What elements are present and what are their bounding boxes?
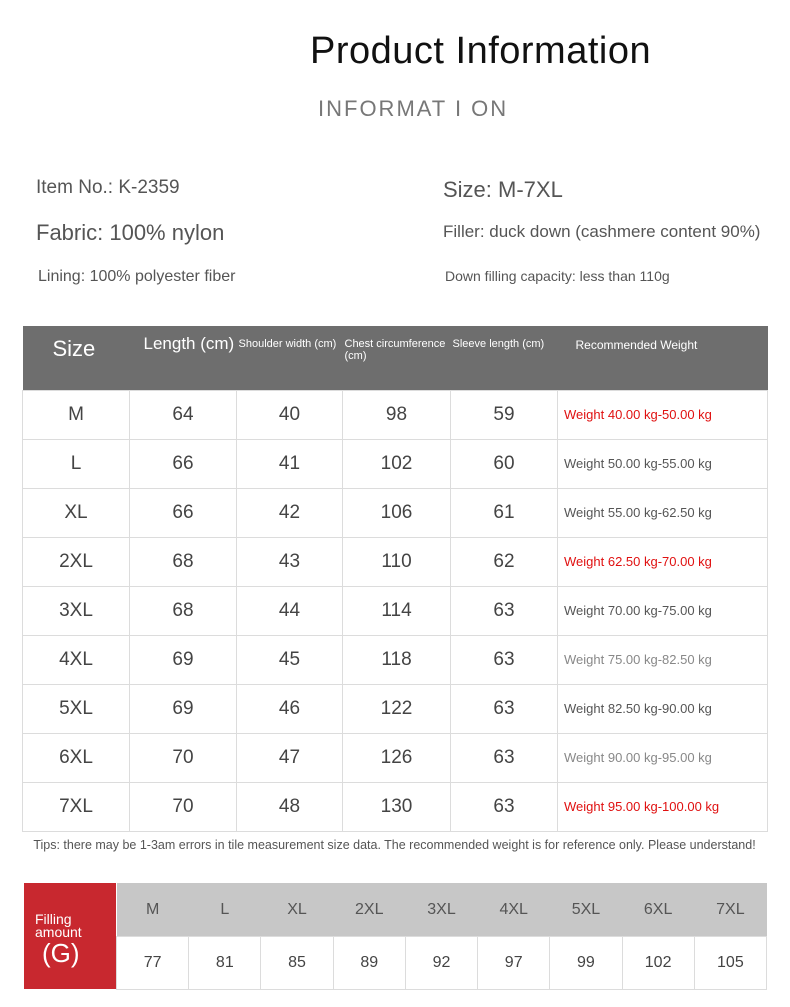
filling-size: XL [261,883,333,937]
filling-size: 4XL [478,883,550,937]
filling-size: 7XL [694,883,766,937]
header-shoulder: Shoulder width (cm) [237,326,343,391]
cell-shoulder: 48 [237,783,343,832]
cell-length: 70 [130,783,237,832]
cell-sleeve: 63 [451,783,558,832]
filling-amount: 81 [189,937,261,990]
cell-shoulder: 43 [237,538,343,587]
cell-weight: Weight 70.00 kg-75.00 kg [558,587,768,636]
cell-weight: Weight 90.00 kg-95.00 kg [558,734,768,783]
cell-chest: 126 [343,734,451,783]
cell-weight: Weight 55.00 kg-62.50 kg [558,489,768,538]
cell-weight: Weight 95.00 kg-100.00 kg [558,783,768,832]
tips-note: Tips: there may be 1-3am errors in tile measurement size data. The recommended weight is for reference only. Please understand! [33,838,756,852]
cell-size: XL [23,489,130,538]
filling-size-row [117,883,767,937]
header-length: Length (cm) [130,326,237,391]
filling-amount: 92 [405,937,477,990]
page-subtitle: INFORMAT I ON [318,96,509,121]
filling-amount: 77 [117,937,189,990]
item-number: Item No.: K-2359 [36,177,180,198]
cell-weight: Weight 75.00 kg-82.50 kg [558,636,768,685]
cell-chest: 130 [343,783,451,832]
cell-chest: 118 [343,636,451,685]
cell-sleeve: 63 [451,587,558,636]
header-sleeve: Sleeve length (cm) [451,326,558,391]
cell-size: 2XL [23,538,130,587]
filling-size: 3XL [405,883,477,937]
filling-amount: 105 [694,937,766,990]
cell-length: 66 [130,440,237,489]
cell-sleeve: 60 [451,440,558,489]
header-weight: Recommended Weight [558,326,768,391]
cell-size: 5XL [23,685,130,734]
lining-info: Lining: 100% polyester fiber [38,268,236,285]
cell-shoulder: 44 [237,587,343,636]
filling-amount: 102 [622,937,694,990]
filling-amount: 97 [478,937,550,990]
cell-sleeve: 61 [451,489,558,538]
cell-sleeve: 63 [451,734,558,783]
cell-chest: 106 [343,489,451,538]
filling-size: 5XL [550,883,622,937]
cell-length: 68 [130,587,237,636]
cell-size: 7XL [23,783,130,832]
cell-weight: Weight 62.50 kg-70.00 kg [558,538,768,587]
cell-size: M [23,391,130,440]
cell-chest: 122 [343,685,451,734]
cell-chest: 98 [343,391,451,440]
size-row [23,783,768,832]
filling-amount: 85 [261,937,333,990]
cell-chest: 114 [343,587,451,636]
cell-length: 69 [130,636,237,685]
fabric-info: Fabric: 100% nylon [36,220,225,245]
cell-sleeve: 62 [451,538,558,587]
cell-weight: Weight 40.00 kg-50.00 kg [558,391,768,440]
header-chest: Chest circumference (cm) [343,326,451,391]
size-row [23,538,768,587]
filling-amount-table [116,883,767,990]
filling-amount: 99 [550,937,622,990]
cell-length: 68 [130,538,237,587]
down-capacity-info: Down filling capacity: less than 110g [445,268,670,284]
cell-weight: Weight 82.50 kg-90.00 kg [558,685,768,734]
cell-shoulder: 46 [237,685,343,734]
page-title: Product Information [310,30,652,72]
size-row [23,734,768,783]
filling-size: M [117,883,189,937]
size-row [23,440,768,489]
cell-chest: 110 [343,538,451,587]
cell-length: 70 [130,734,237,783]
size-row [23,685,768,734]
size-row [23,636,768,685]
cell-shoulder: 41 [237,440,343,489]
cell-length: 66 [130,489,237,538]
size-range: Size: M-7XL [443,177,563,202]
cell-length: 69 [130,685,237,734]
cell-length: 64 [130,391,237,440]
cell-sleeve: 63 [451,636,558,685]
filling-size: L [189,883,261,937]
size-row [23,391,768,440]
size-chart-header [23,326,768,391]
cell-shoulder: 45 [237,636,343,685]
filling-amount-unit: (G) [42,938,80,968]
header-size: Size [23,326,130,391]
filling-amount-label [24,883,116,989]
cell-weight: Weight 50.00 kg-55.00 kg [558,440,768,489]
size-row [23,489,768,538]
size-row [23,587,768,636]
cell-size: 4XL [23,636,130,685]
cell-shoulder: 40 [237,391,343,440]
filler-info: Filler: duck down (cashmere content 90%) [443,222,761,241]
filling-amount-row [117,937,767,990]
size-chart-table [22,326,768,832]
cell-size: L [23,440,130,489]
cell-sleeve: 63 [451,685,558,734]
filling-size: 6XL [622,883,694,937]
filling-amount-title: Filling amount [35,911,82,940]
filling-size: 2XL [333,883,405,937]
cell-chest: 102 [343,440,451,489]
cell-sleeve: 59 [451,391,558,440]
cell-size: 6XL [23,734,130,783]
cell-size: 3XL [23,587,130,636]
cell-shoulder: 42 [237,489,343,538]
filling-amount: 89 [333,937,405,990]
cell-shoulder: 47 [237,734,343,783]
